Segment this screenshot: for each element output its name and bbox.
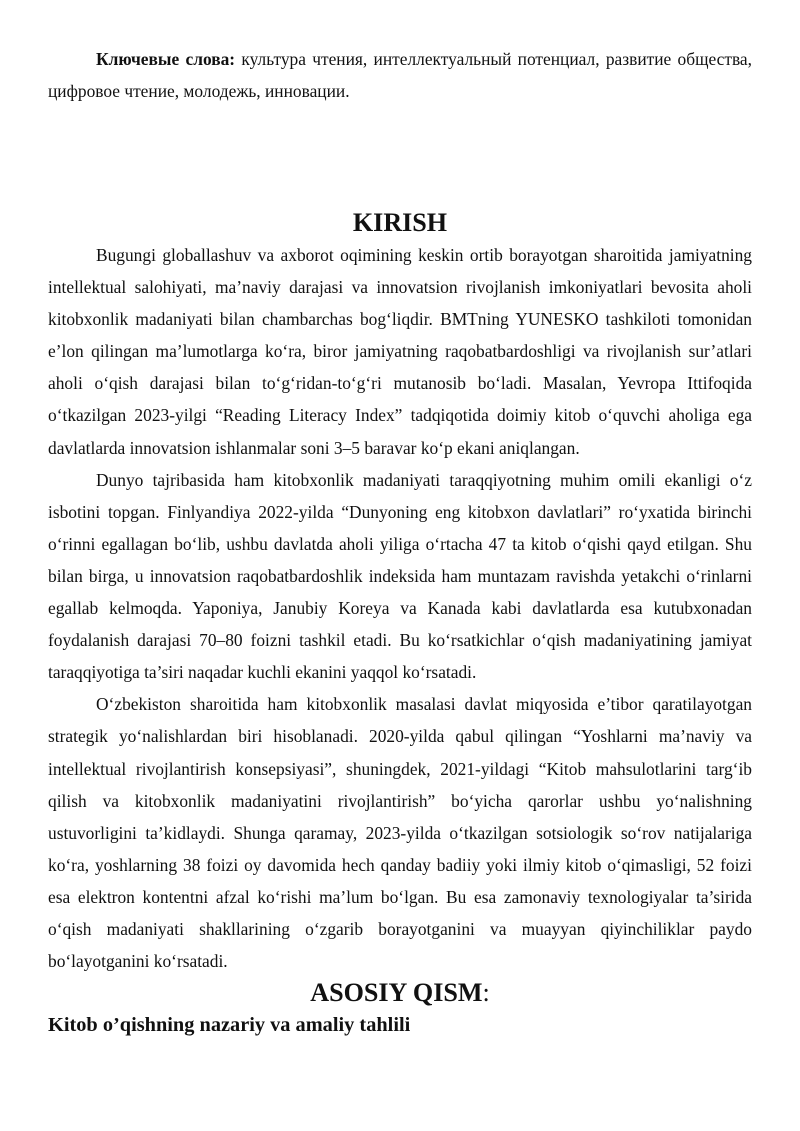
intro-heading: KIRISH [352, 208, 448, 237]
document-page [48, 43, 752, 1041]
section-spacer [48, 107, 752, 207]
keywords-label: Ключевые слова: [96, 49, 236, 69]
intro-paragraph-1: Bugungi globallashuv va axborot oqimining keskin ortib borayotgan sharoitida jamiyatning intellektual salohiyati, ma’naviy darajasi va innovatsion rivojlanish imkoniyatlari bevosita aholi kitobxonlik madaniyati bilan chambarchas bog‘liqdir. BMTning YUNESKO tashkiloti tomonidan e’lon qilingan ma’lumotlarga ko‘ra, biror jamiyatning raqobatbardoshligi va rivojlanish sur’atlari aholi o‘qish darajasi bilan to‘g‘ridan-to‘g‘ri mutanosib bo‘ladi. Masalan, Yevropa Ittifoqida o‘tkazilgan 2023-yilgi “Reading Literacy Index” tadqiqotida doimiy kitob o‘quvchi aholiga ega davlatlarda innovatsion ishlanmalar soni 3–5 baravar ko‘p ekani aniqlangan. [48, 245, 752, 458]
main-part-title-colon: : [482, 978, 490, 1008]
intro-paragraph-2: Dunyo tajribasida ham kitobxonlik madaniyati taraqqiyotning muhim omili ekanligi o‘z isbotini topgan. Finlyandiya 2022-yilda “Dunyoning eng kitobxon davlatlari” ro‘yxatida birinchi o‘rinni egallagan bo‘lib, ushbu davlatda aholi yiliga o‘rtacha 47 ta kitob o‘qishi qayd etilgan. Shu bilan birga, u innovatsion raqobatbardoshlik indeksida ham muntazam ravishda yetakchi o‘rinlarni egallab kelmoqda. Yaponiya, Janubiy Koreya va Kanada kabi davlatlarda esa kutubxonadan foydalanish darajasi 70–80 foizni tashkil etadi. Bu ko‘rsatkichlar o‘qish madaniyatining jamiyat taraqqiyotiga ta’siri naqadar kuchli ekanini yaqqol ko‘rsatadi. [48, 469, 752, 683]
intro-paragraph-3: O‘zbekiston sharoitida ham kitobxonlik masalasi davlat miqyosida e’tibor qaratilayotgan strategik yo‘nalishlardan biri hisoblanadi. 2020-yilda qabul qilingan “Yoshlarni ma’naviy va intellektual rivojlantirish konsepsiyasi”, shuningdek, 2021-yildagi “Kitob mahsulotlarini targ‘ib qilish va kitobxonlik madaniyatini rivojlantirish” bo‘yicha qarorlar ushbu yo‘nalishning ustuvorligini ta’kidlaydi. Shunga qaramay, 2023-yilda o‘tkazilgan sotsiologik so‘rov natijalariga ko‘ra, yoshlarning 38 foizi oy davomida hech qanday badiiy yoki ilmiy kitob o‘qimasligi, 52 foizi esa elektron kontentni afzal ko‘rishi ma’lum bo‘lgan. Bu esa zamonaviy texnologiyalar ta’sirida o‘qish madaniyati shakllarining o‘zgarib borayotganini va muayyan qiyinchiliklar paydo bo‘layotganini ko‘rsatadi. [48, 694, 752, 972]
keywords-paragraph [48, 43, 752, 107]
main-part-subheading: Kitob o’qishning nazariy va amaliy tahlili [48, 1014, 411, 1037]
main-part-heading [48, 977, 752, 1009]
keywords-text: культура чтения, интеллектуальный потенциал, развитие общества, цифровое чтение, молодежь, инновации. [48, 49, 752, 101]
main-part-title: ASOSIY QISM [310, 978, 483, 1008]
